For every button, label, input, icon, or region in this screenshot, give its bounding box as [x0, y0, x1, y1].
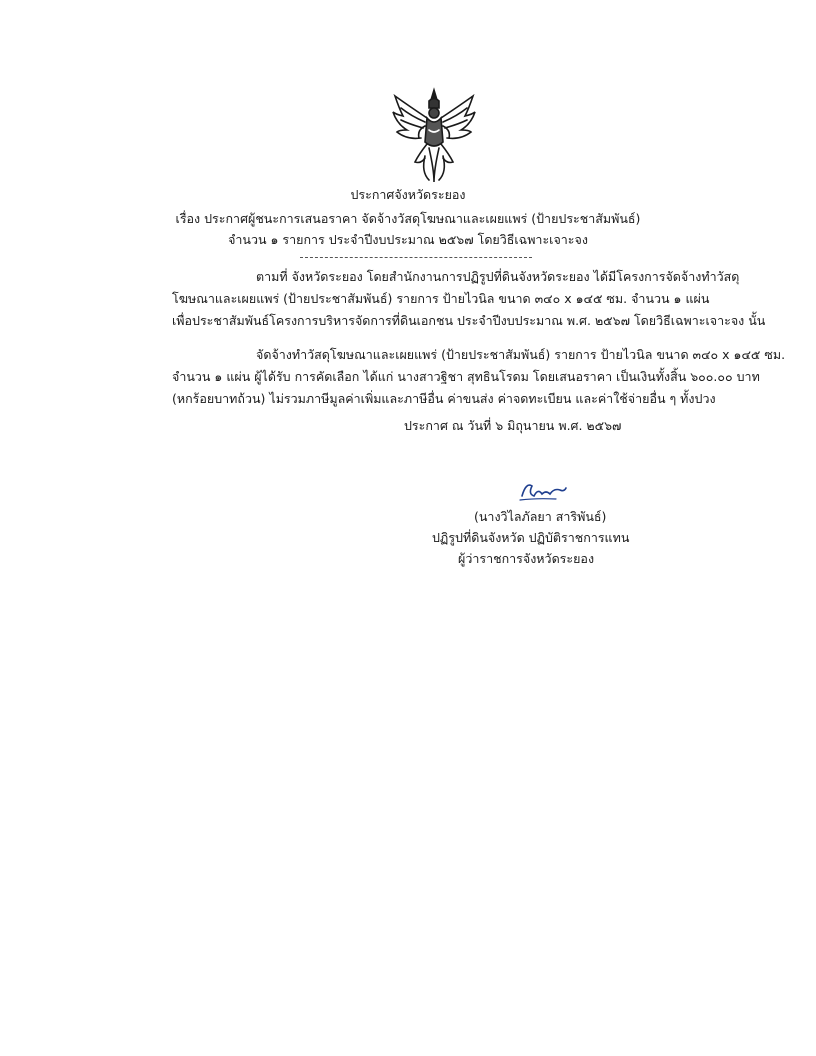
- paragraph-line: เพื่อประชาสัมพันธ์โครงการบริหารจัดการที่ดินเอกชน ประจำปีงบประมาณ พ.ศ. ๒๕๖๗ โดยวิธีเฉพาะเจาะจง นั้น: [172, 313, 766, 328]
- paragraph-award: [172, 344, 786, 410]
- signatory-position-2: ผู้ว่าราชการจังหวัดระยอง: [458, 551, 595, 566]
- paragraph-line: จัดจ้างทำวัสดุโฆษณาและเผยแพร่ (ป้ายประชาสัมพันธ์) รายการ ป้ายไวนิล ขนาด ๓๔๐ x ๑๔๕ ซม.: [256, 347, 786, 362]
- paragraph-line: จำนวน ๑ แผ่น ผู้ได้รับ การคัดเลือก ได้แก่ นางสาวฐิชา สุทธินโรดม โดยเสนอราคา เป็นเงินทั้งสิ้น ๖๐๐.๐๐ บาท: [172, 369, 760, 384]
- document-subject: เรื่อง ประกาศผู้ชนะการเสนอราคา จัดจ้างวัสดุโฆษณาและเผยแพร่ (ป้ายประชาสัมพันธ์): [175, 211, 641, 226]
- paragraph-line: ตามที่ จังหวัดระยอง โดยสำนักงานการปฏิรูปที่ดินจังหวัดระยอง ได้มีโครงการจัดจ้างทำวัสดุ: [256, 269, 740, 284]
- dashed-divider: [300, 257, 532, 258]
- announce-date: ประกาศ ณ วันที่ ๖ มิถุนายน พ.ศ. ๒๕๖๗: [404, 418, 622, 433]
- document-title: ประกาศจังหวัดระยอง: [350, 187, 466, 202]
- paragraph-line: โฆษณาและเผยแพร่ (ป้ายประชาสัมพันธ์) รายการ ป้ายไวนิล ขนาด ๓๔๐ x ๑๔๕ ซม. จำนวน ๑ แผ่น: [172, 291, 710, 306]
- paragraph-line: (หกร้อยบาทถ้วน) ไม่รวมภาษีมูลค่าเพิ่มและภาษีอื่น ค่าขนส่ง ค่าจดทะเบียน และค่าใช้จ่ายอื่น ๆ ทั้งปวง: [172, 391, 716, 406]
- document-subject-line2: จำนวน ๑ รายการ ประจำปีงบประมาณ ๒๕๖๗ โดยวิธีเฉพาะเจาะจง: [228, 232, 588, 247]
- garuda-emblem-icon: [389, 86, 479, 186]
- paragraph-background: [172, 266, 766, 332]
- signatory-position: ปฏิรูปที่ดินจังหวัด ปฏิบัติราชการแทน: [432, 530, 630, 545]
- handwritten-signature: [516, 478, 570, 504]
- signatory-name: (นางวิไลภัลยา สาริพันธ์): [474, 509, 607, 524]
